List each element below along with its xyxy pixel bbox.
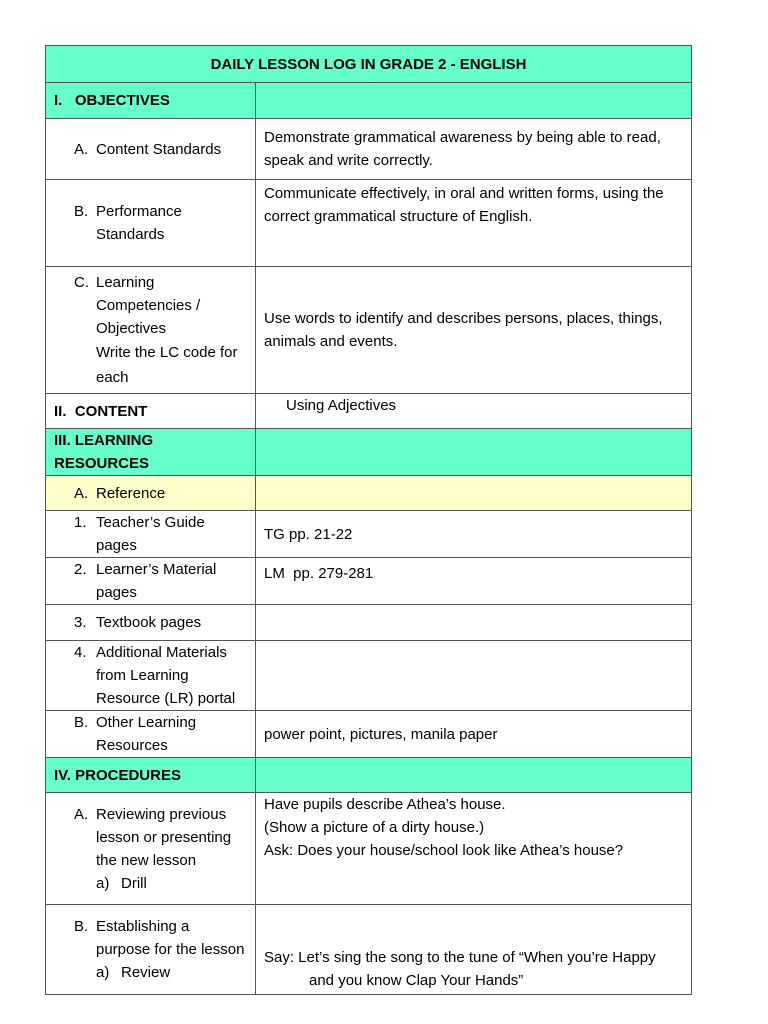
other-resources-row xyxy=(46,711,692,758)
teachers-guide-row xyxy=(46,511,692,558)
learners-material-label: 2. Learner’s Material pages xyxy=(74,561,217,601)
performance-standards-value: Communicate effectively, in oral and written forms, using the correct grammatical structure of English. xyxy=(256,180,692,267)
competencies-value: Use words to identify and describes persons, places, things, animals and events. xyxy=(256,267,692,394)
objectives-heading: I. OBJECTIVES xyxy=(46,83,256,119)
content-standards-value: Demonstrate grammatical awareness by being able to read, speak and write correctly. xyxy=(256,119,692,180)
procedures-heading: IV. PROCEDURES xyxy=(46,758,256,793)
review-sublabel: a) Review xyxy=(96,964,171,981)
establishing-label: B. Establishing a purpose for the lesson a) Review xyxy=(54,915,247,984)
textbook-row xyxy=(46,605,692,641)
additional-materials-value xyxy=(256,641,692,711)
learners-material-value: LM pp. 279-281 xyxy=(256,558,692,605)
teachers-guide-label: 1. Teacher’s Guide pages xyxy=(74,514,205,554)
document-title: DAILY LESSON LOG IN GRADE 2 - ENGLISH xyxy=(46,46,692,83)
lc-code-note: Write the LC code for each xyxy=(96,343,238,386)
resources-heading: III. LEARNING RESOURCES xyxy=(46,429,256,476)
content-row xyxy=(46,394,692,429)
other-resources-value: power point, pictures, manila paper xyxy=(256,711,692,758)
reviewing-label: A. Reviewing previous lesson or presenting the new lesson a) Drill xyxy=(54,803,247,895)
other-resources-label: B. Other Learning Resources xyxy=(74,714,197,754)
content-standards-row xyxy=(46,119,692,180)
content-standards-label: A. Content Standards xyxy=(74,140,222,158)
establishing-value xyxy=(256,905,692,995)
reviewing-value xyxy=(256,793,692,905)
objectives-header-row xyxy=(46,83,692,119)
establishing-row xyxy=(46,905,692,995)
learners-material-row xyxy=(46,558,692,605)
drill-sublabel: a) Drill xyxy=(96,874,147,892)
establishing-line-1: Say: Let’s sing the song to the tune of “When you’re Happy xyxy=(264,949,656,966)
title-row xyxy=(46,46,692,83)
competencies-label: C. Learning Competencies / Objectives Write the LC code for each xyxy=(74,273,238,386)
procedures-header-row xyxy=(46,758,692,793)
additional-materials-row xyxy=(46,641,692,711)
competencies-row xyxy=(46,267,692,394)
performance-standards-label: B. Performance Standards xyxy=(74,203,182,243)
reviewing-line-3: Ask: Does your house/school look like Athea’s house? xyxy=(264,842,624,859)
reviewing-line-1: Have pupils describe Athea’s house. xyxy=(264,796,506,813)
resources-header-row xyxy=(46,429,692,476)
lesson-log-table xyxy=(45,45,692,995)
objectives-header-empty xyxy=(256,83,692,119)
reference-label: A. Reference xyxy=(74,484,166,502)
content-heading: II. CONTENT xyxy=(46,394,256,429)
content-value: Using Adjectives xyxy=(256,394,692,429)
performance-standards-row xyxy=(46,180,692,267)
teachers-guide-value: TG pp. 21-22 xyxy=(256,511,692,558)
textbook-value xyxy=(256,605,692,641)
reference-row xyxy=(46,476,692,511)
establishing-line-2: and you know Clap Your Hands” xyxy=(309,972,524,989)
additional-materials-label: 4. Additional Materials from Learning Resource (LR) portal xyxy=(74,644,236,707)
textbook-label: 3. Textbook pages xyxy=(74,614,202,631)
reviewing-line-2: (Show a picture of a dirty house.) xyxy=(264,819,485,836)
reviewing-row xyxy=(46,793,692,905)
